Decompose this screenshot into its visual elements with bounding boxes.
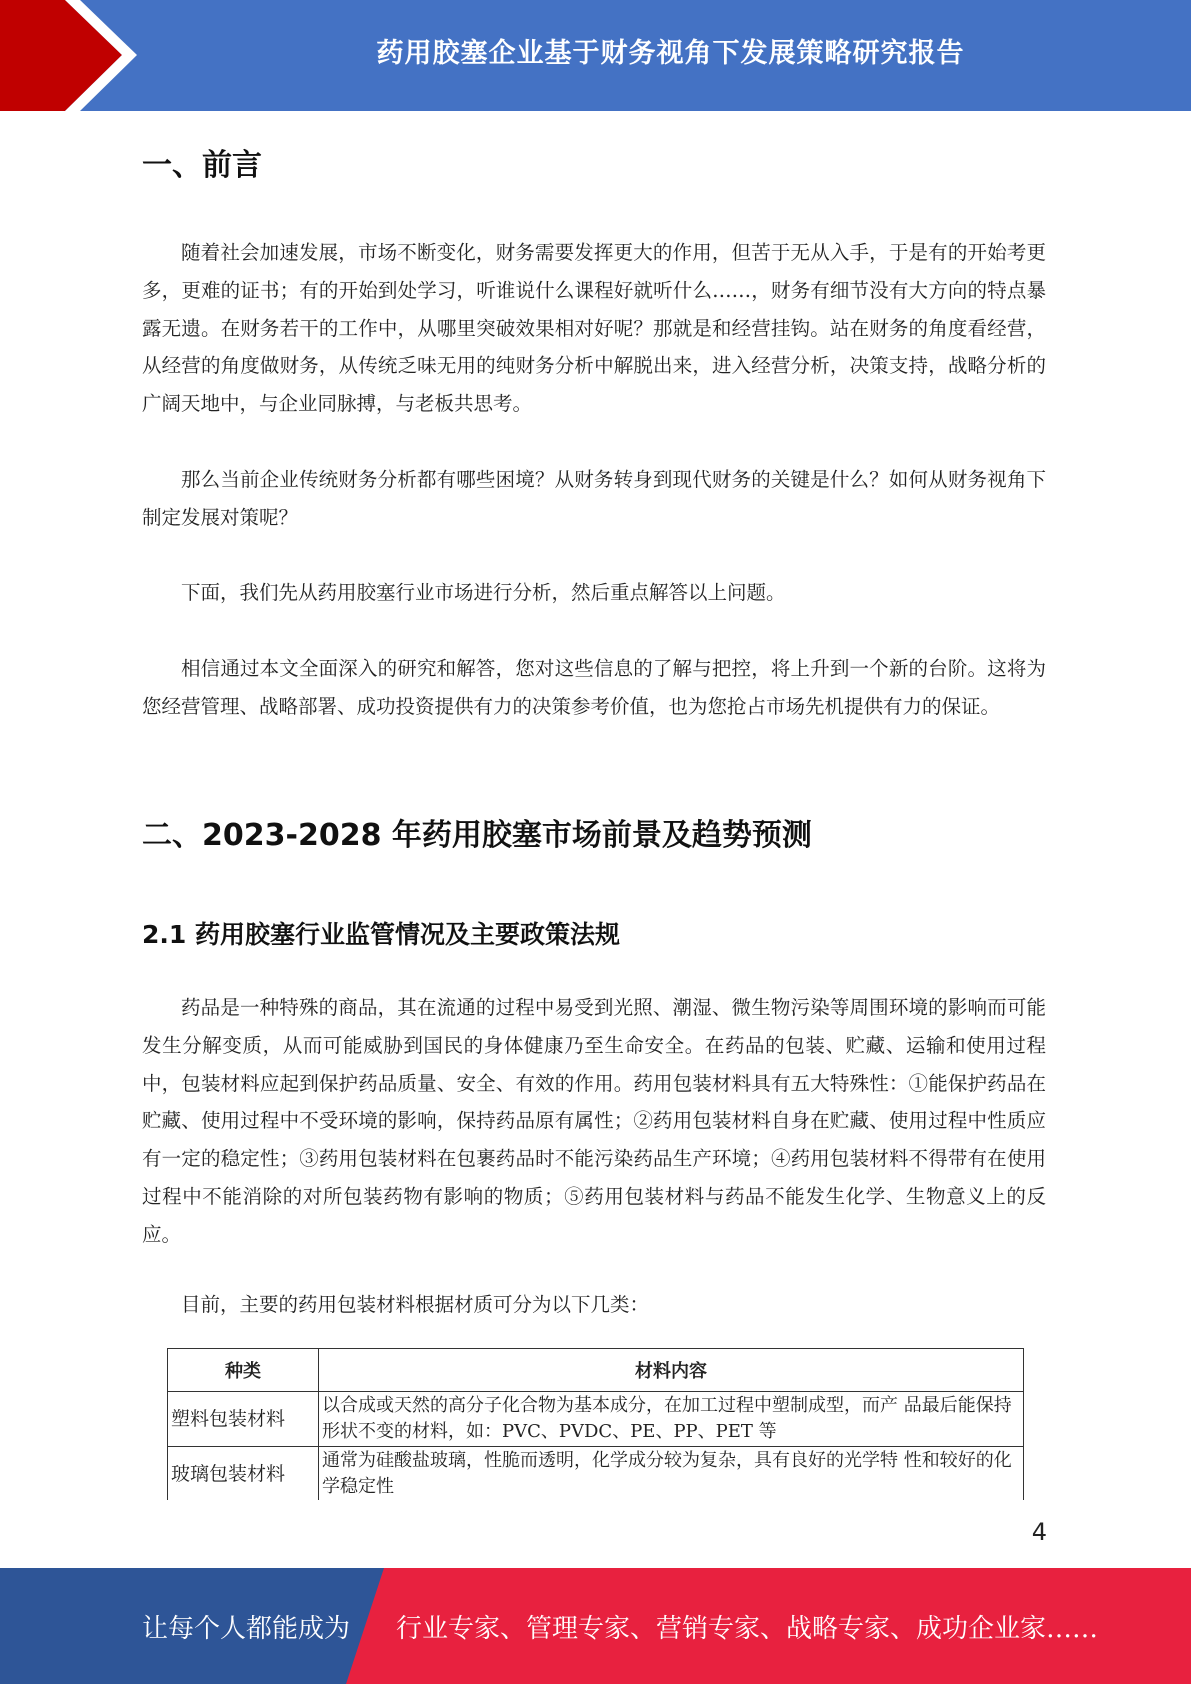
page-bottom-margin [0,1500,1191,1530]
section-heading-preface: 一、前言 [142,148,262,183]
table-cell-content: 以合成或天然的高分子化合物为基本成分，在加工过程中塑制成型，而产 品最后能保持形状不变的材料，如：PVC、PVDC、PE、PP、PET 等 [319,1392,1024,1447]
header-banner [0,0,1191,111]
subsection-heading-regulation: 2.1 药用胶塞行业监管情况及主要政策法规 [142,920,620,949]
page-number: 4 [1031,1518,1047,1546]
paragraph-intro-3: 下面，我们先从药用胶塞行业市场进行分析，然后重点解答以上问题。 [181,581,786,604]
footer-slogan-right: 行业专家、管理专家、营销专家、战略专家、成功企业家…… [396,1613,1099,1644]
table-row [168,1447,1024,1502]
section-heading-forecast: 二、2023-2028 年药用胶塞市场前景及趋势预测 [142,818,812,853]
footer-banner [0,1568,1191,1684]
paragraph-regulation-2: 目前，主要的药用包装材料根据材质可分为以下几类： [181,1293,650,1316]
table-header-kind: 种类 [168,1349,319,1392]
table-cell-kind: 玻璃包装材料 [168,1447,319,1502]
table-cell-kind: 塑料包装材料 [168,1392,319,1447]
header-arrow-graphic [0,0,150,111]
paragraph-intro-4: 相信通过本文全面深入的研究和解答，您对这些信息的了解与把控，将上升到一个新的台阶。这将为您经营管理、战略部署、成功投资提供有力的决策参考价值，也为您抢占市场先机提供有力的保证。 [142,657,1046,718]
report-title: 药用胶塞企业基于财务视角下发展策略研究报告 [376,37,965,69]
footer-slogan-left: 让每个人都能成为 [142,1613,351,1644]
table-cell-content: 通常为硅酸盐玻璃，性脆而透明，化学成分较为复杂，具有良好的光学特 性和较好的化学稳定性 [319,1447,1024,1502]
packaging-materials-table [167,1348,1024,1502]
table-header-content: 材料内容 [319,1349,1024,1392]
paragraph-regulation-1: 药品是一种特殊的商品，其在流通的过程中易受到光照、潮湿、微生物污染等周围环境的影响而可能发生分解变质，从而可能威胁到国民的身体健康乃至生命安全。在药品的包装、贮藏、运输和使用过程中，包装材料应起到保护药品质量、安全、有效的作用。药用包装材料具有五大特殊性：①能保护药品在贮藏、使用过程中不受环境的影响，保持药品原有属性；②药用包装材料自身在贮藏、使用过程中性质应有一定的稳定性；③药用包装材料在包裹药品时不能污染药品生产环境；④药用包装材料不得带有在使用过程中不能消除的对所包装药物有影响的物质；⑤药用包装材料与药品不能发生化学、生物意义上的反应。 [142,996,1046,1246]
paragraph-intro-1: 随着社会加速发展，市场不断变化，财务需要发挥更大的作用，但苦于无从入手，于是有的开始考更多，更难的证书；有的开始到处学习，听谁说什么课程好就听什么……，财务有细节没有大方向的特点暴露无遗。在财务若干的工作中，从哪里突破效果相对好呢？那就是和经营挂钩。站在财务的角度看经营，从经营的角度做财务，从传统乏味无用的纯财务分析中解脱出来，进入经营分析，决策支持，战略分析的广阔天地中，与企业同脉搏，与老板共思考。 [142,241,1046,416]
paragraph-intro-2: 那么当前企业传统财务分析都有哪些困境？从财务转身到现代财务的关键是什么？如何从财务视角下制定发展对策呢？ [142,468,1046,529]
table-row [168,1392,1024,1447]
table-header-row [168,1349,1024,1392]
